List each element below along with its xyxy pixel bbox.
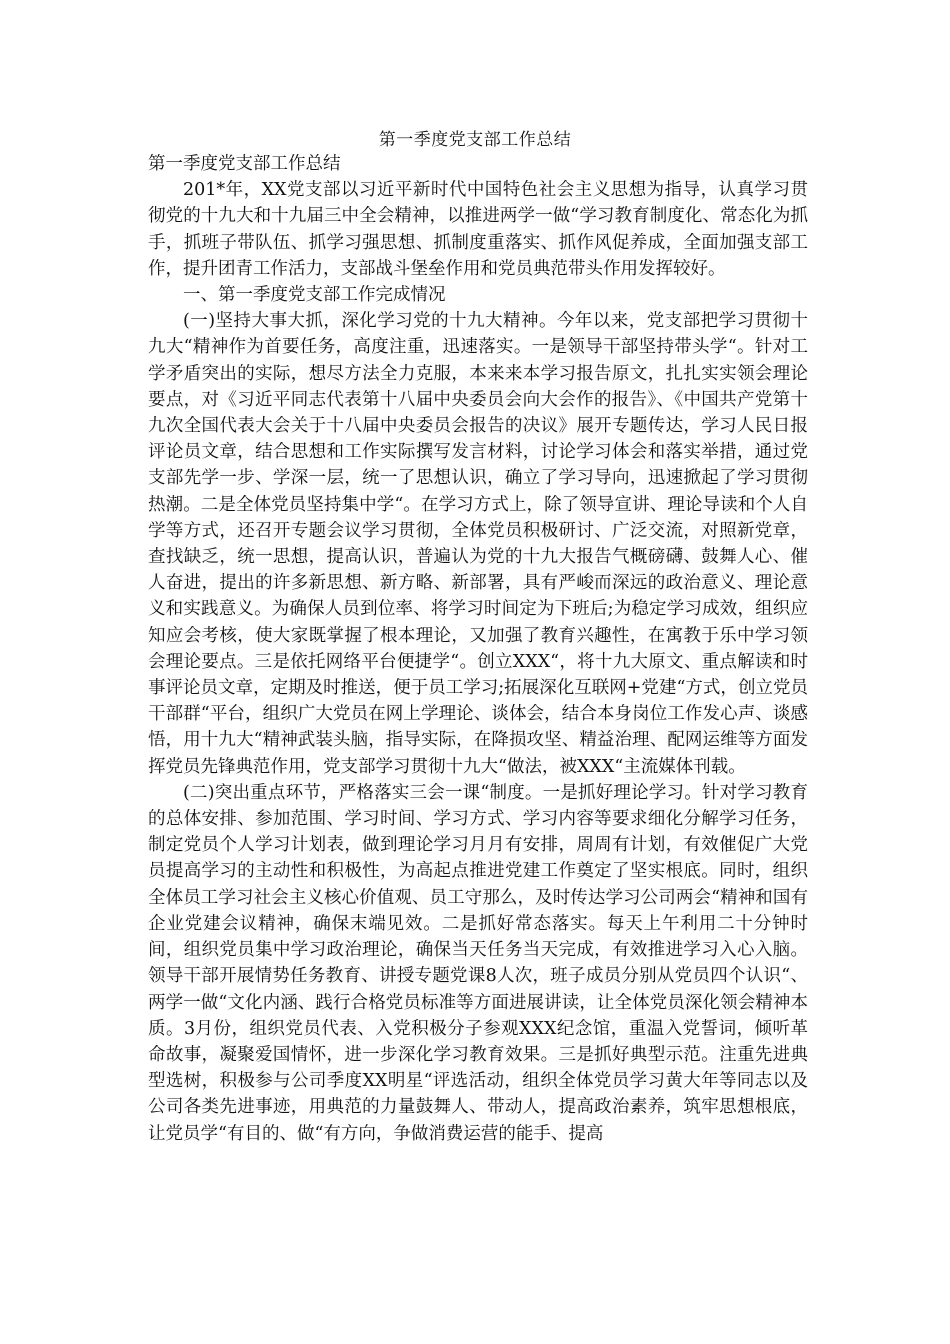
section-heading: 一、第一季度党支部工作完成情况: [183, 285, 446, 306]
document-body: [148, 151, 808, 1147]
document-title: 第一季度党支部工作总结: [378, 130, 572, 150]
paragraph-section-2: (二)突出重点环节，严格落实三会一课“制度。一是抓好理论学习。针对学习教育的总体安排、参加范围、学习时间、学习方式、学习内容等要求细化分解学习任务，制定党员个人学习计划表，做到理论学习月月有安排，周周有计划，有效催促广大党员提高学习的主动性和积极性，为高起点推进党建工作奠定了坚实根底。同时，组织全体员工学习社会主义核心价值观、员工守那么，及时传达学习公司两会“精神和国有企业党建会议精神，确保末端见效。二是抓好常态落实。每天上午利用二十分钟时间，组织党员集中学习政治理论，确保当天任务当天完成，有效推进学习入心入脑。领导干部开展情势任务教育、讲授专题党课8人次，班子成员分别从党员四个认识“、两学一做“文化内涵、践行合格党员标准等方面进展讲读，让全体党员深化领会精神本质。3月份，组织党员代表、入党积极分子参观XXX纪念馆，重温入党誓词，倾听革命故事，凝聚爱国情怀，进一步深化学习教育效果。三是抓好典型示范。注重先进典型选树，积极参与公司季度XX明星“评选活动，组织全体党员学习黄大年等同志以及公司各类先进事迹，用典范的力量鼓舞人、带动人，提高政治素养，筑牢思想根底，让党员学“有目的、做“有方向，争做消费运营的能手、提高: [148, 782, 808, 1144]
paragraph-section-1: (一)坚持大事大抓，深化学习党的十九大精神。今年以来，党支部把学习贯彻十九大“精神作为首要任务，高度注重，迅速落实。一是领导干部坚持带头学“。针对工学矛盾突出的实际，想尽方法全力克服，本来来本学习报告原文，扎扎实实领会理论要点，对《习近平同志代表第十八届中央委员会向大会作的报告》、《中国共产党第十九次全国代表大会关于十八届中央委员会报告的决议》展开专题传达，学习人民日报评论员文章，结合思想和工作实际撰写发言材料，讨论学习体会和落实举措，通过党支部先学一步、学深一层，统一了思想认识，确立了学习导向，迅速掀起了学习贯彻热潮。二是全体党员坚持集中学“。在学习方式上，除了领导宣讲、理论导读和个人自学等方式，还召开专题会议学习贯彻，全体党员积极研讨、广泛交流，对照新党章，查找缺乏，统一思想，提高认识，普遍认为党的十九大报告气概磅礴、鼓舞人心、催人奋进，提出的许多新思想、新方略、新部署，具有严峻而深远的政治意义、理论意义和实践意义。为确保人员到位率、将学习时间定为下班后;为稳定学习成效，组织应知应会考核，使大家既掌握了根本理论，又加强了教育兴趣性，在寓教于乐中学习领会理论要点。三是依托网络平台便捷学“。创立XXX“，将十九大原文、重点解读和时事评论员文章，定期及时推送，便于员工学习;拓展深化互联网+党建“方式，创立党员干部群“平台，组织广大党员在网上学理论、谈体会，结合本身岗位工作发心声、谈感悟，用十九大“精神武装头脑，指导实际，在降损攻坚、精益治理、配网运维等方面发挥党员先锋典范作用，党支部学习贯彻十九大“做法，被XXX“主流媒体刊载。: [148, 311, 808, 777]
document-subtitle: 第一季度党支部工作总结: [148, 154, 341, 174]
paragraph-intro: 201*年，XX党支部以习近平新时代中国特色社会主义思想为指导，认真学习贯彻党的十九大和十九届三中全会精神，以推进两学一做“学习教育制度化、常态化为抓手，抓班子带队伍、抓学习强思想、抓制度重落实、抓作风促养成，全面加强支部工作，提升团青工作活力，支部战斗堡垒作用和党员典范带头作用发挥较好。: [148, 180, 808, 279]
